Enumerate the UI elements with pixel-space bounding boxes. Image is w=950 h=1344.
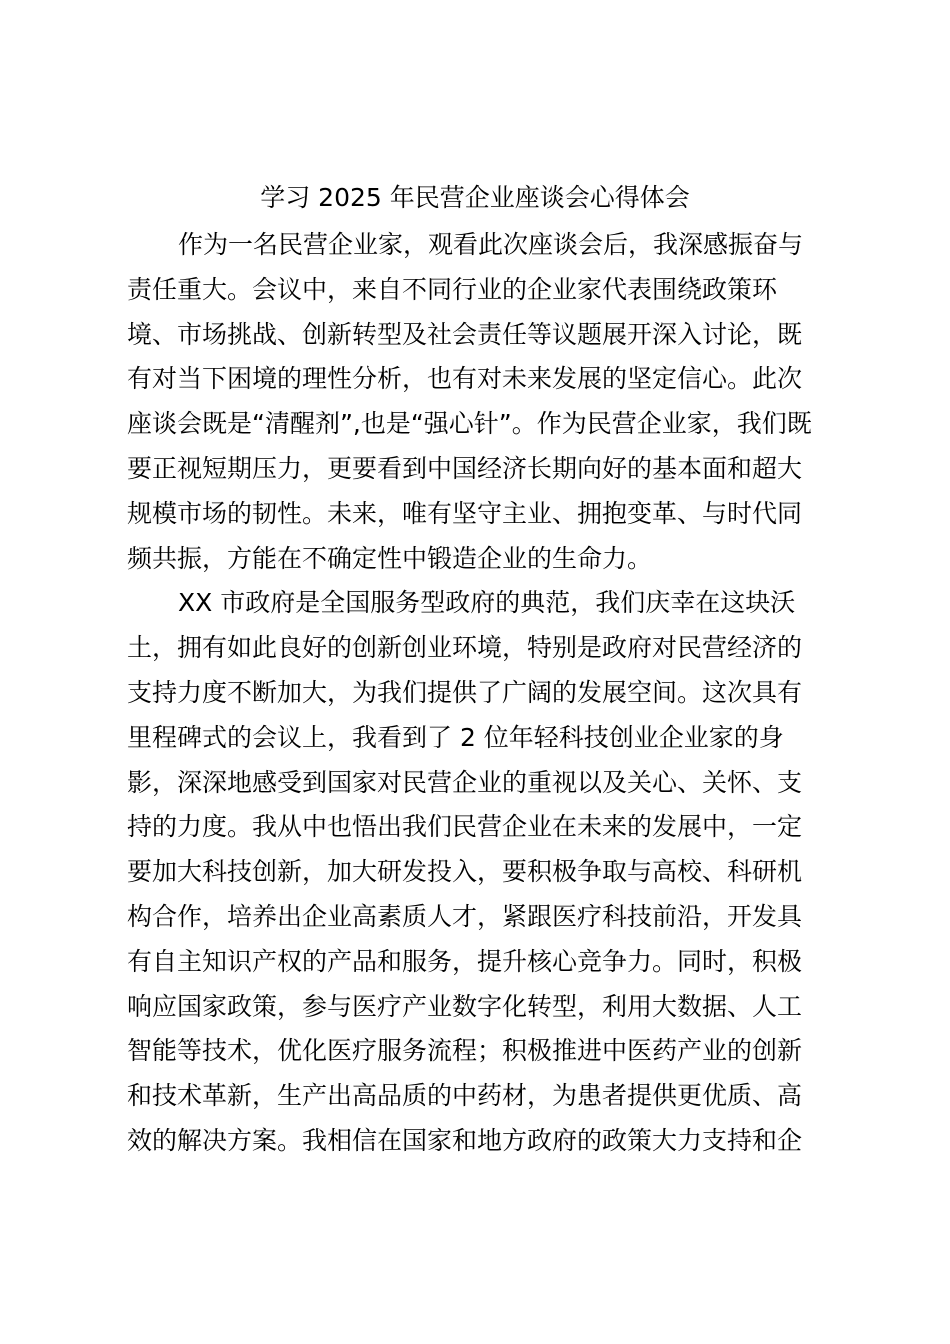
- paragraph-1-line-8: 频共振，方能在不确定性中锻造企业的生命力。: [127, 543, 653, 573]
- paragraph-2-line-11: 智能等技术，优化医疗服务流程；积极推进中医药产业的创新: [127, 1036, 803, 1066]
- paragraph-2-line-5: 影，深深地感受到国家对民营企业的重视以及关心、关怀、支: [127, 767, 803, 797]
- paragraph-1-line-1: 作为一名民营企业家，观看此次座谈会后，我深感振奋与: [178, 230, 804, 259]
- paragraph-1-line-5: 座谈会既是“清醒剂”,也是“强心针”。作为民营企业家，我们既: [127, 409, 812, 439]
- paragraph-1-line-7: 规模市场的韧性。未来，唯有坚守主业、拥抱变革、与时代同: [127, 498, 803, 528]
- paragraph-2-line-3: 支持力度不断加大，为我们提供了广阔的发展空间。这次具有: [127, 677, 803, 707]
- paragraph-1-line-6: 要正视短期压力，更要看到中国经济长期向好的基本面和超大: [127, 453, 803, 483]
- paragraph-2-line-12: 和技术革新，生产出高品质的中药材，为患者提供更优质、高: [127, 1081, 803, 1111]
- paragraph-2-line-1: XX 市政府是全国服务型政府的典范，我们庆幸在这块沃: [178, 588, 796, 618]
- paragraph-2-line-10: 响应国家政策，参与医疗产业数字化转型，利用大数据、人工: [127, 991, 803, 1021]
- document-title: 学习 2025 年民营企业座谈会心得体会: [260, 183, 690, 212]
- paragraph-2-line-13: 效的解决方案。我相信在国家和地方政府的政策大力支持和企: [127, 1125, 803, 1155]
- paragraph-2-line-6: 持的力度。我从中也悟出我们民营企业在未来的发展中，一定: [127, 812, 803, 842]
- paragraph-2-line-7: 要加大科技创新，加大研发投入，要积极争取与高校、科研机: [127, 857, 803, 887]
- document-body: [127, 223, 827, 1164]
- paragraph-2-line-9: 有自主知识产权的产品和服务，提升核心竞争力。同时，积极: [127, 946, 803, 976]
- paragraph-1-line-2: 责任重大。会议中，来自不同行业的企业家代表围绕政策环: [127, 274, 778, 304]
- paragraph-2-line-8: 构合作，培养出企业高素质人才，紧跟医疗科技前沿，开发具: [127, 901, 803, 931]
- paragraph-1-line-3: 境、市场挑战、创新转型及社会责任等议题展开深入讨论，既: [127, 319, 803, 349]
- paragraph-2-line-2: 土，拥有如此良好的创新创业环境，特别是政府对民营经济的: [127, 633, 803, 663]
- paragraph-2-line-4: 里程碑式的会议上，我看到了 2 位年轻科技创业企业家的身: [127, 722, 784, 752]
- paragraph-1-line-4: 有对当下困境的理性分析，也有对未来发展的坚定信心。此次: [127, 364, 803, 394]
